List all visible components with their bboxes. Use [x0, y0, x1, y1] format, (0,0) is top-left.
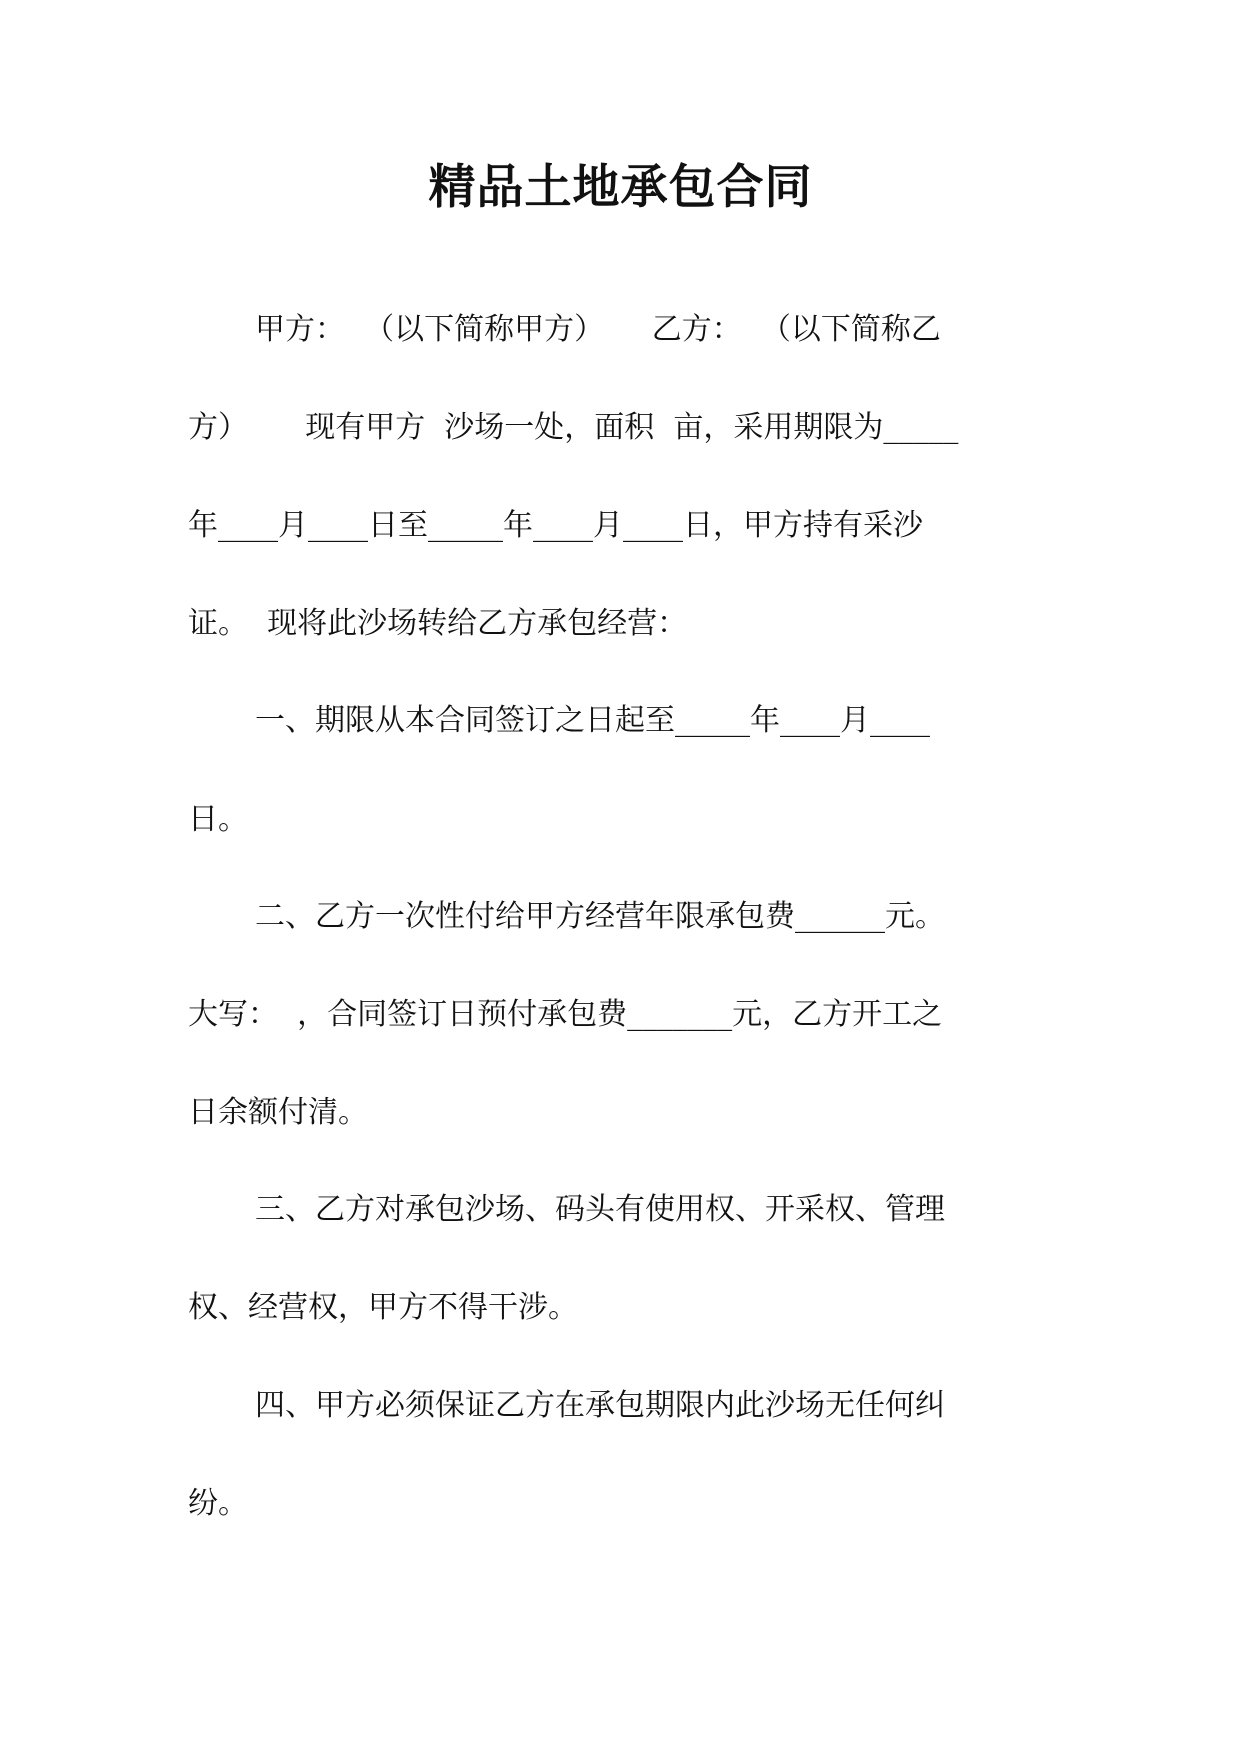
clause-2-line-1: 二、乙方一次性付给甲方经营年限承包费______元。: [255, 899, 945, 934]
clause-4-line-1: 四、甲方必须保证乙方在承包期限内此沙场无任何纠: [255, 1388, 945, 1423]
clause-4-line-2: 纷。: [188, 1486, 248, 1521]
contract-line-site-area: 方） 现有甲方 沙场一处，面积 亩，采用期限为_____: [188, 410, 959, 445]
clause-1-line-1: 一、期限从本合同签订之日起至_____年____月____: [255, 703, 930, 738]
contract-line-parties: 甲方： （以下简称甲方） 乙方： （以下简称乙: [255, 312, 941, 347]
clause-1-line-2: 日。: [188, 802, 248, 837]
document-title: 精品土地承包合同: [428, 160, 813, 215]
clause-2-line-2: 大写： ，合同签订日预付承包费_______元，乙方开工之: [188, 997, 943, 1032]
clause-3-line-2: 权、经营权，甲方不得干涉。: [188, 1290, 578, 1325]
clause-3-line-1: 三、乙方对承包沙场、码头有使用权、开采权、管理: [255, 1192, 945, 1227]
contract-line-period: 年____月____日至_____年____月____日，甲方持有采沙: [188, 508, 923, 543]
clause-2-line-3: 日余额付清。: [188, 1095, 368, 1130]
contract-line-transfer: 证。 现将此沙场转给乙方承包经营：: [188, 606, 688, 641]
